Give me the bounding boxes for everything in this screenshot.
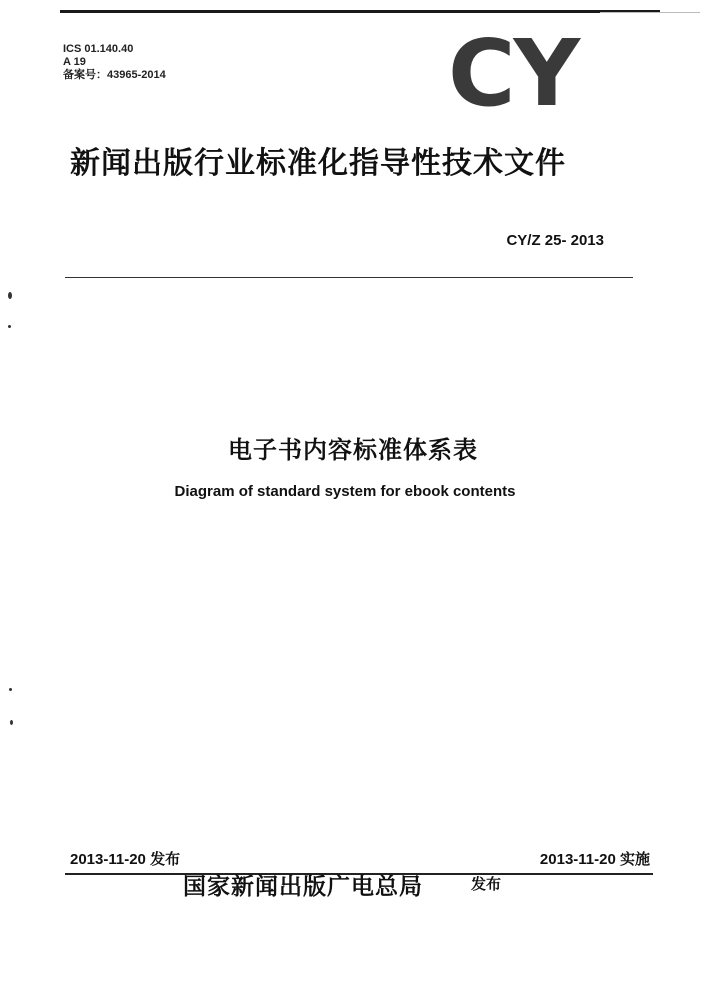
publisher-line — [183, 868, 633, 908]
classification-block — [63, 43, 166, 82]
standard-number: CY/Z 25- 2013 — [506, 232, 604, 249]
publisher-action: 发布 — [471, 875, 502, 893]
scan-speck — [8, 292, 12, 299]
implementation-date: 2013-11-20 实施 — [539, 851, 650, 868]
top-rule — [60, 10, 660, 13]
ccs-code: A 19 — [63, 56, 86, 68]
publisher-org: 国家新闻出版广电总局 — [183, 873, 423, 900]
ics-code: ICS 01.140.40 — [63, 43, 134, 55]
scan-speck — [9, 688, 12, 691]
filing-number: 备案号：43965-2014 — [63, 69, 166, 81]
scan-speck — [8, 325, 11, 328]
cy-logo: CY — [448, 32, 579, 116]
document-title-cn: 电子书内容标准体系表 — [228, 436, 478, 464]
scan-speck — [10, 720, 13, 725]
top-rule-faint — [600, 12, 700, 13]
series-title: 新闻出版行业标准化指导性技术文件 — [70, 146, 566, 181]
issue-date: 2013-11-20 发布 — [70, 851, 181, 868]
header-divider — [65, 277, 633, 278]
document-title-en: Diagram of standard system for ebook contents — [174, 483, 516, 500]
